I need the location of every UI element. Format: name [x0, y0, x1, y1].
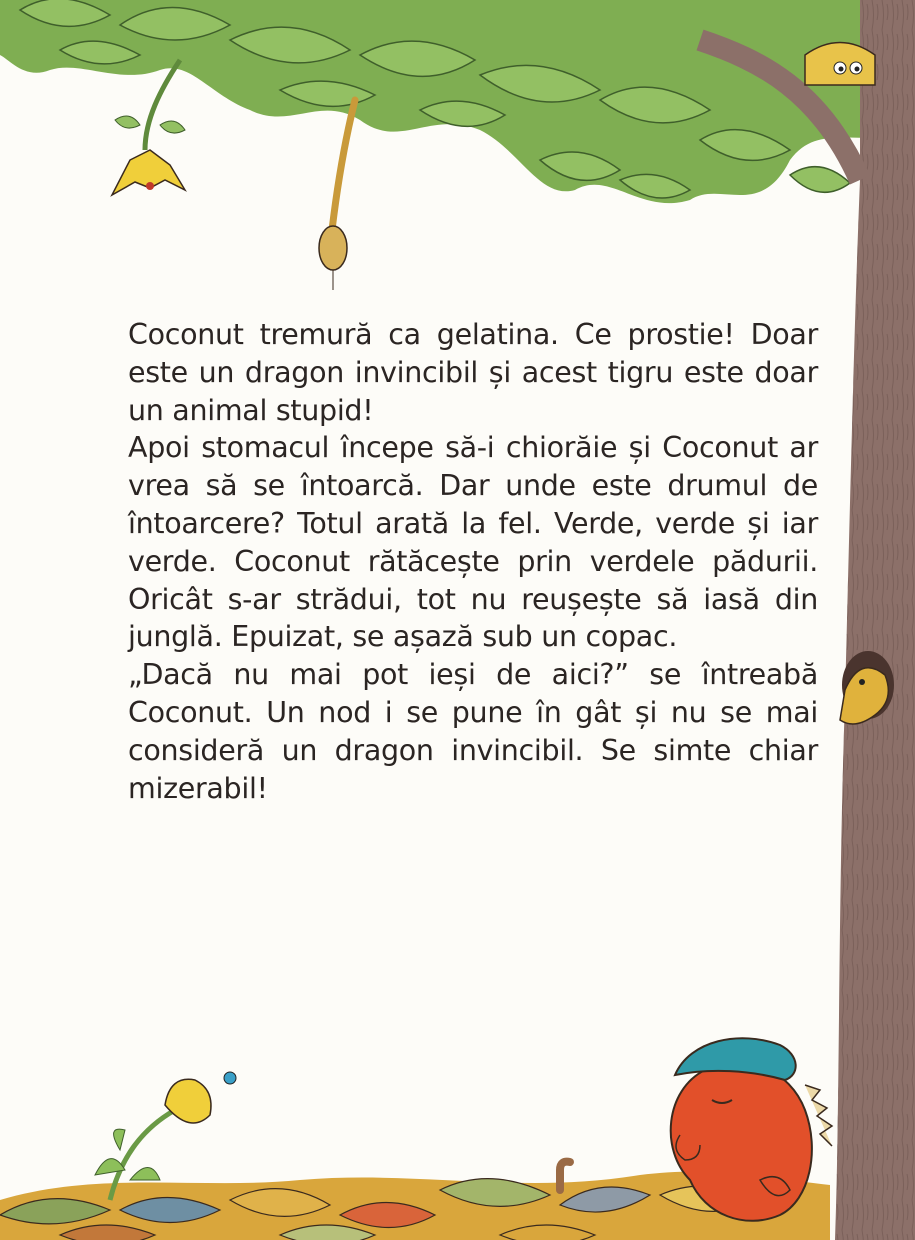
- paragraph: [128, 316, 818, 429]
- story-text: [128, 316, 818, 807]
- paragraph: [128, 656, 818, 807]
- story-line: un animal stupid!: [128, 393, 374, 427]
- story-line: „Dacă nu mai pot ieși de aici?” se întreabă: [128, 658, 818, 692]
- story-line: Coconut. Un nod i se pune în gât și nu se mai: [128, 695, 818, 729]
- story-line: mizerabil!: [128, 771, 268, 805]
- story-line: junglă. Epuizat, se așază sub un copac.: [128, 620, 678, 654]
- flower-creature: [95, 1072, 236, 1200]
- story-line: verde. Coconut rătăcește prin verdele pădurii.: [128, 544, 818, 578]
- story-line: întoarcere? Totul arată la fel. Verde, verde și iar: [128, 506, 818, 540]
- tree-canopy: [0, 0, 915, 290]
- story-line: Coconut tremură ca gelatina. Ce prostie! Doar: [128, 318, 818, 351]
- story-line: vrea să se întoarcă. Dar unde este drumul de: [128, 469, 818, 503]
- story-line: este un dragon invincibil și acest tigru este doar: [128, 355, 818, 389]
- story-line: Apoi stomacul începe să-i chiorăie și Coconut ar: [128, 431, 818, 465]
- story-line: consideră un dragon invincibil. Se simte chiar: [128, 733, 818, 767]
- story-line: Oricât s-ar strădui, tot nu reușește să iasă din: [128, 582, 818, 616]
- paragraph: [128, 429, 818, 656]
